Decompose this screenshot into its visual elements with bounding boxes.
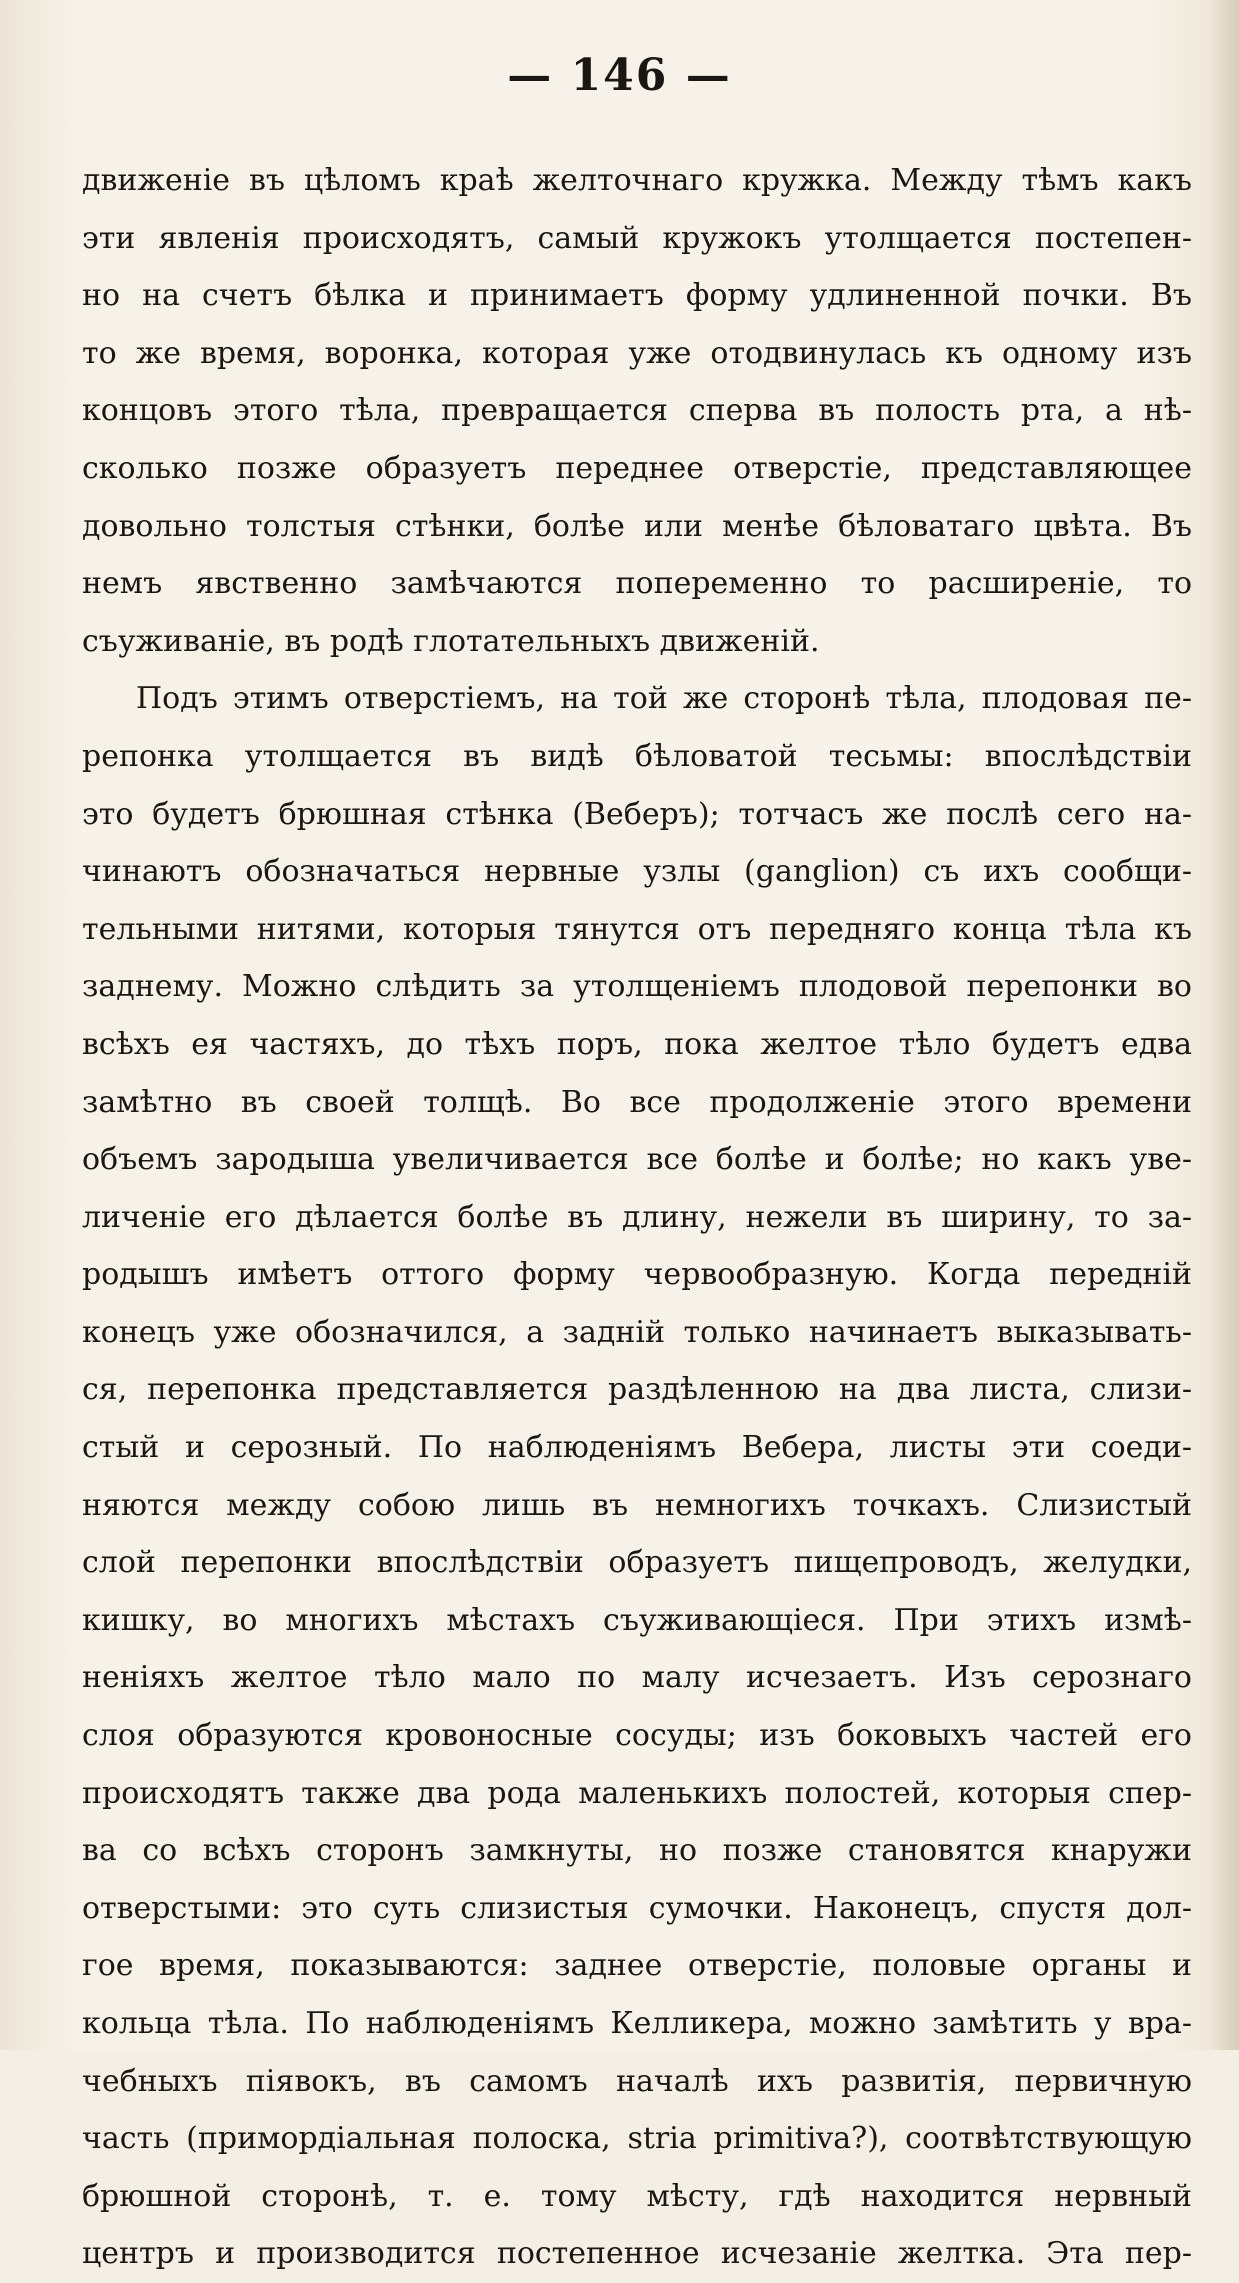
text-line: ва со всѣхъ сторонъ замкнуты, но позже становятся кнаружи (82, 1833, 1192, 1869)
text-line: тельными нитями, которыя тянутся отъ передняго конца тѣла къ (82, 911, 1192, 947)
text-line: неніяхъ желтое тѣло мало по малу исчезаетъ. Изъ серознаго (82, 1660, 1192, 1696)
text-line: довольно толстыя стѣнки, болѣе или менѣе бѣловатаго цвѣта. Въ (82, 508, 1192, 544)
page-number: — 146 — (507, 50, 732, 101)
text-line: сколько позже образуетъ переднее отверстіе, представляющее (82, 450, 1192, 486)
text-line: гое время, показываются: заднее отверстіе, половые органы и (82, 1948, 1192, 1984)
body-text (82, 152, 1192, 2283)
text-line: конецъ уже обозначился, а задній только начинаетъ выказывать- (82, 1314, 1192, 1350)
text-line: часть (примордіальная полоска, stria primitiva?), соотвѣтствующую (82, 2121, 1192, 2157)
text-line: происходятъ также два рода маленькихъ полостей, которыя спер- (82, 1775, 1192, 1811)
text-line: родышъ имѣетъ оттого форму червообразную. Когда передній (82, 1257, 1192, 1293)
text-line: ся, перепонка представляется раздѣленною на два листа, слизи- (82, 1372, 1192, 1408)
text-line: отверстыми: это суть слизистыя сумочки. Наконецъ, спустя дол- (82, 1890, 1192, 1926)
spine-shadow (1209, 0, 1239, 2050)
text-line: брюшной сторонѣ, т. е. тому мѣсту, гдѣ находится нервный (82, 2178, 1192, 2214)
text-line: слой перепонки впослѣдствіи образуетъ пищепроводъ, желудки, (82, 1545, 1192, 1581)
text-line: няются между собою лишь въ немногихъ точкахъ. Слизистый (82, 1487, 1192, 1523)
text-line: эти явленія происходятъ, самый кружокъ утолщается постепен- (82, 220, 1192, 256)
text-line: репонка утолщается въ видѣ бѣловатой тесьмы: впослѣдствіи (82, 738, 1192, 774)
text-line: слоя образуются кровоносные сосуды; изъ боковыхъ частей его (82, 1718, 1192, 1754)
paragraph-end-line: съуживаніе, въ родѣ глотательныхъ движеній. (82, 623, 820, 659)
text-line: заднему. Можно слѣдить за утолщеніемъ плодовой перепонки во (82, 969, 1192, 1005)
text-line: центръ и производится постепенное исчезаніе желтка. Эта пер- (82, 2236, 1192, 2272)
text-line: чинаютъ обозначаться нервные узлы (ganglion) съ ихъ сообщи- (82, 854, 1192, 890)
text-line: кишку, во многихъ мѣстахъ съуживающіеся. При этихъ измѣ- (82, 1602, 1192, 1638)
text-line: чебныхъ піявокъ, въ самомъ началѣ ихъ развитія, первичную (82, 2063, 1192, 2099)
text-line: всѣхъ ея частяхъ, до тѣхъ поръ, пока желтое тѣло будетъ едва (82, 1026, 1192, 1062)
text-line: замѣтно въ своей толщѣ. Во все продолженіе этого времени (82, 1084, 1192, 1120)
text-line: то же время, воронка, которая уже отодвинулась къ одному изъ (82, 335, 1192, 371)
text-line: личеніе его дѣлается болѣе въ длину, нежели въ ширину, то за- (82, 1199, 1192, 1235)
text-line: концовъ этого тѣла, превращается сперва въ полость рта, а нѣ- (82, 393, 1192, 429)
text-line: объемъ зародыша увеличивается все болѣе и болѣе; но какъ уве- (82, 1142, 1192, 1178)
text-line: это будетъ брюшная стѣнка (Веберъ); тотчасъ же послѣ сего на- (82, 796, 1192, 832)
text-line: немъ явственно замѣчаются попеременно то расширеніе, то (82, 566, 1192, 602)
paragraph-start-line: Подъ этимъ отверстіемъ, на той же сторонѣ тѣла, плодовая пе- (136, 681, 1192, 717)
text-line: кольца тѣла. По наблюденіямъ Келликера, можно замѣтить у вра- (82, 2006, 1192, 2041)
text-line: но на счетъ бѣлка и принимаетъ форму удлиненной почки. Въ (82, 278, 1192, 314)
text-line: движеніе въ цѣломъ краѣ желточнаго кружка. Между тѣмъ какъ (82, 163, 1192, 198)
text-line: стый и серозный. По наблюденіямъ Вебера, листы эти соеди- (82, 1430, 1192, 1466)
